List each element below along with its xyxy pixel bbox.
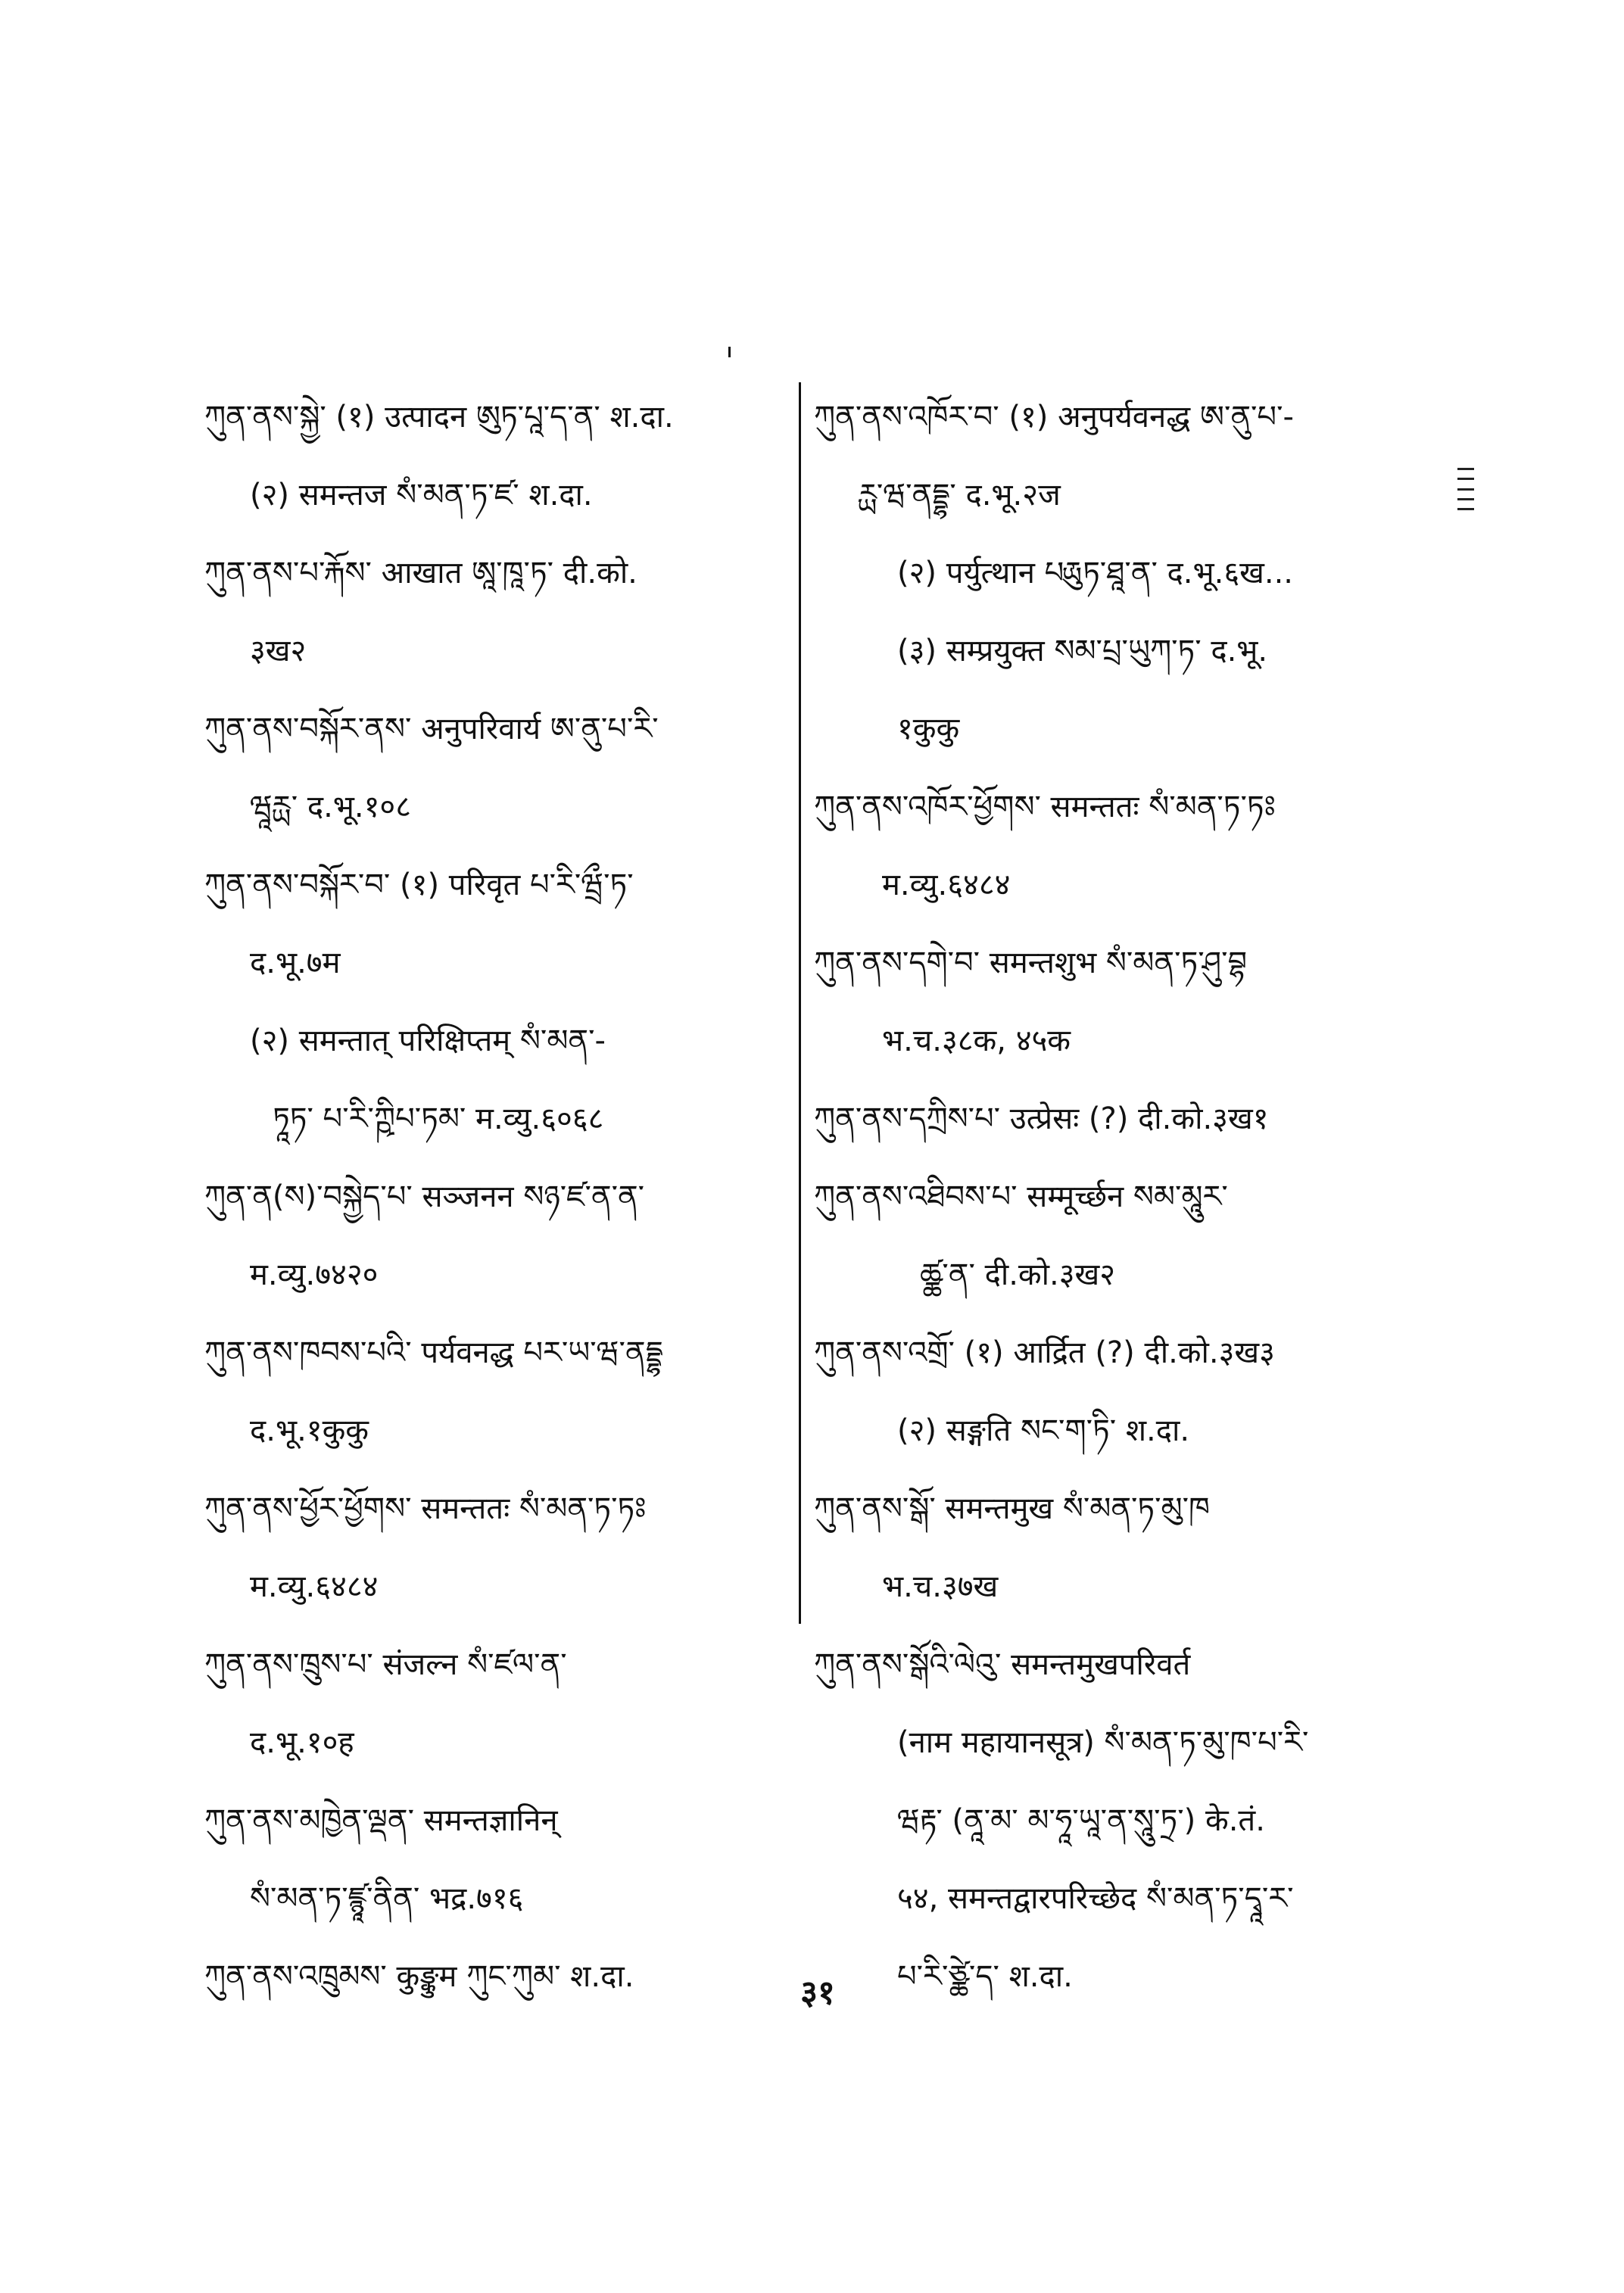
entry-continuation-line: भ.च.३७ख [882,1569,999,1604]
entry-continuation-line: (२) सङ्गति སང་ག་ཏི་ श.दा. [897,1413,1190,1448]
entry-headword-line: ཀུན་ནས་མཁྱེན་ལྡན་ समन्तज्ञानिन् [204,1803,558,1838]
entry-continuation-line: ཚྪ་ན་ दी.को.३ख२ [920,1257,1116,1292]
entry-headword-line: ཀུན་ནས་སྐྱེ་ (१) उत्पादन ཨུཏ་པཱ་ད་ན་ श.दा. [204,400,674,435]
entry-headword-line: ཀུན་ནས་ཕྱོར་ཕྱོགས་ समन्ततः སཾ་མན་ཏ་ཏཿ [204,1491,647,1526]
entry-headword-line: ཀུན་ནས་འགྲོ་ (१) आर्द्रित (?) दी.को.३ख३ [814,1335,1275,1370]
left-column [204,379,787,2016]
entry-continuation-line: ཏཱཏ་ པ་རི་ཀྵིཔ་ཏམ་ म.व्यु.६०६८ [273,1101,604,1136]
entry-continuation-line: པ་རི་ཙྪེ་ད་ श.दा. [897,1959,1073,1994]
entry-continuation-line: (२) समन्तात् परिक्षिप्तम् སཾ་མན་- [250,1023,606,1058]
top-tick-mark [728,347,731,357]
entry-continuation-line: म.व्यु.६४८४ [882,868,1011,902]
entry-headword-line: ཀུན་ནས་ཁབས་པའི་ पर्यवनद्ध པར་ཡ་ཝ་ནདྡྷ [204,1335,663,1370]
entry-headword-line: ཀུན་ནས་འཁོར་ཕྱོགས་ समन्ततः སཾ་མན་ཏ་ཏཿ [814,790,1276,824]
entry-continuation-line: द.भू.७म [250,946,341,980]
entry-continuation-line: द.भू.१कुकु [250,1413,369,1448]
entry-headword-line: ཀུན་ནས་སྒོ་ समन्तमुख སཾ་མན་ཏ་མུ་ཁ [814,1491,1211,1526]
entry-headword-line: ཀུན་ན(ས)་བསྐྱེད་པ་ सञ्जनन སཉ་ཛ་ན་ན་ [204,1179,645,1214]
entry-continuation-line: ३ख२ [250,634,307,668]
entry-continuation-line: (२) समन्तज སཾ་མན་ཏ་ཛ་ श.दा. [250,478,593,512]
entry-continuation-line: (नाम महायानसूत्र) སཾ་མན་ཏ་མུ་ཁ་པ་རི་ [897,1725,1309,1760]
entry-headword-line: ཀུན་ནས་དགེ་བ་ समन्तशुभ སཾ་མན་ཏ་ཤུ་བྷ [814,946,1248,980]
entry-continuation-line: ཝཱརྻ་ द.भू.१०८ [250,790,412,824]
entry-continuation-line: १कुकु [897,712,960,746]
entry-headword-line: ཀུན་ནས་ཁྲུས་པ་ संजल्न སཾ་ཛལ་ན་ [204,1647,567,1682]
entry-headword-line: ཀུན་ནས་བསྐོར་བ་ (१) परिवृत པ་རི་ཝྲྀ་ཏ་ [204,868,634,902]
entry-continuation-line: म.व्यु.७४२० [250,1257,379,1292]
entry-continuation-line: (२) पर्युत्थान པརྻུཏ་ཐཱ་ན་ द.भू.६ख... [897,556,1294,590]
entry-continuation-line: भ.च.३८क, ४५क [882,1023,1071,1058]
entry-continuation-line: म.व्यु.६४८४ [250,1569,379,1604]
margin-bars-icon [1457,468,1474,510]
entry-continuation-line: སཾ་མན་ཏ་ཛྙཱ་ནིན་ भद्र.७१६ [250,1881,524,1916]
entry-headword-line: ཀུན་ནས་འཁྲུམས་ कुङ्कुम ཀུང་ཀུམ་ श.दा. [204,1959,634,1994]
right-column [814,379,1404,2016]
column-divider [799,382,801,1624]
entry-headword-line: ཀུན་ནས་འཁོར་བ་ (१) अनुपर्यवनद्ध ཨ་ནུ་པ་- [814,400,1294,435]
entry-continuation-line: ५४, समन्तद्वारपरिच्छेद སཾ་མན་ཏ་དྭཱ་ར་ [897,1881,1294,1916]
entry-continuation-line: (३) सम्प्रयुक्त སམ་པྲ་ཡུཀ་ཏ་ द.भू. [897,634,1268,668]
entry-headword-line: ཀུན་ནས་འཐིབས་པ་ सम्मूर्च्छन སམ་མཱུར་ [814,1179,1228,1214]
entry-headword-line: ཀུན་ནས་བསྐོར་ནས་ अनुपरिवार्य ཨ་ནུ་པ་རི་ [204,712,659,746]
page-number: ३१ [800,1974,835,2012]
entry-continuation-line: द.भू.१०ह [250,1725,354,1760]
entry-headword-line: ཀུན་ནས་དཀྲིས་པ་ उत्प्रेसः (?) दी.को.३ख१ [814,1101,1269,1136]
entry-headword-line: ཀུན་ནས་སྒོའི་ལེའུ་ समन्तमुखपरिवर्त [814,1647,1191,1682]
entry-continuation-line: ཪྻ་ཝ་ནདྡྷ་ द.भू.२ज [859,478,1061,512]
entry-continuation-line: ཝརྟ་ (ནཱ་མ་ མ་ཧཱ་ཡཱ་ན་སཱུ་ཏྲ་) के.तं. [897,1803,1265,1838]
entry-headword-line: ཀུན་ནས་པ་རྐོས་ आखात ཨཱ་ཁཱ་ཏ་ दी.को. [204,556,637,590]
